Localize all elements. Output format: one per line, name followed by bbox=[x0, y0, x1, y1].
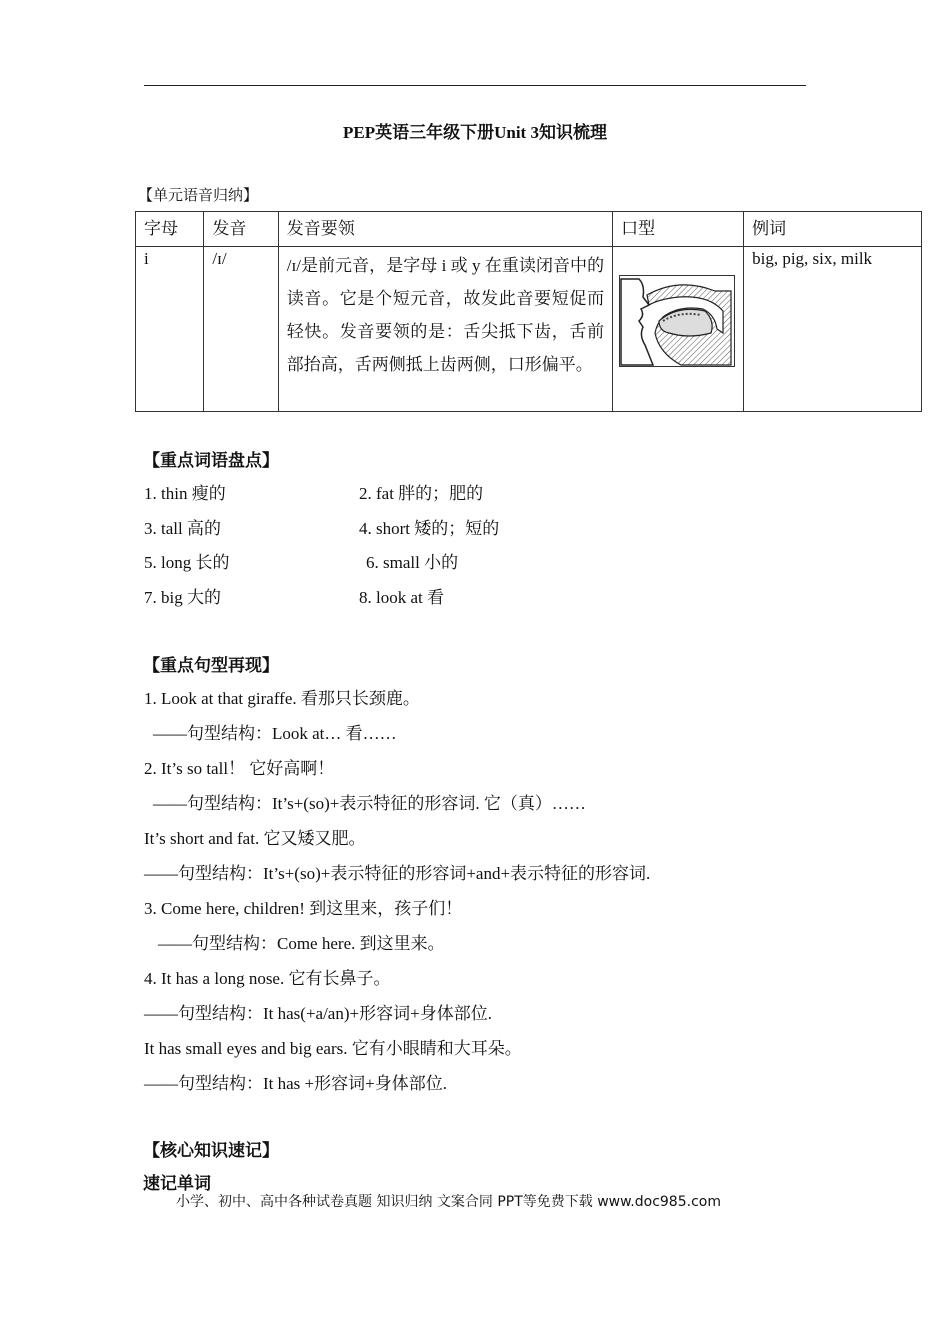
vocab-item: 6. small 小的 bbox=[366, 553, 459, 572]
sentence-line: 2. It’s so tall！ 它好高啊！ bbox=[144, 759, 335, 778]
header-examples: 例词 bbox=[744, 212, 922, 247]
vocab-item: 7. big 大的 bbox=[144, 588, 221, 607]
phonics-section-label: 【单元语音归纳】 bbox=[138, 188, 259, 204]
sentence-line: ——句型结构：It has +形容词+身体部位. bbox=[144, 1074, 447, 1093]
top-rule bbox=[144, 85, 806, 86]
sentence-line: ——句型结构：It’s+(so)+表示特征的形容词. 它（真）…… bbox=[153, 794, 586, 813]
sentence-line: It’s short and fat. 它又矮又肥。 bbox=[144, 829, 366, 848]
vocab-item: 2. fat 胖的；肥的 bbox=[359, 484, 484, 503]
vocab-item: 3. tall 高的 bbox=[144, 519, 221, 538]
sentence-line: 3. Come here, children! 到这里来，孩子们！ bbox=[144, 899, 463, 918]
sentence-line: ——句型结构：Come here. 到这里来。 bbox=[158, 934, 445, 953]
cell-sound: /ɪ/ bbox=[204, 247, 278, 412]
core-subheading: 速记单词 bbox=[143, 1174, 211, 1193]
core-heading: 【核心知识速记】 bbox=[143, 1141, 279, 1160]
footer-text: 小学、初中、高中各种试卷真题 知识归纳 文案合同 PPT等免费下载 www.doc985.com bbox=[176, 1194, 721, 1210]
vocab-item: 8. look at 看 bbox=[359, 588, 444, 607]
phonics-table bbox=[135, 211, 922, 412]
cell-letter: i bbox=[136, 247, 204, 412]
vocab-item: 5. long 长的 bbox=[144, 553, 230, 572]
vocab-item: 1. thin 瘦的 bbox=[144, 484, 226, 503]
page-title: PEP英语三年级下册Unit 3知识梳理 bbox=[343, 123, 607, 142]
mouth-diagram-icon bbox=[619, 275, 735, 367]
cell-mouth bbox=[613, 247, 744, 412]
sentences-heading: 【重点句型再现】 bbox=[143, 656, 279, 675]
sentence-line: It has small eyes and big ears. 它有小眼睛和大耳朵。 bbox=[144, 1039, 522, 1058]
vocab-heading: 【重点词语盘点】 bbox=[143, 451, 279, 470]
cell-examples: big, pig, six, milk bbox=[744, 247, 922, 412]
header-mouth: 口型 bbox=[613, 212, 744, 247]
sentence-line: 1. Look at that giraffe. 看那只长颈鹿。 bbox=[144, 689, 420, 708]
sentence-line: ——句型结构：Look at… 看…… bbox=[153, 724, 397, 743]
vocab-item: 4. short 矮的；短的 bbox=[359, 519, 500, 538]
header-letter: 字母 bbox=[136, 212, 204, 247]
sentence-line: 4. It has a long nose. 它有长鼻子。 bbox=[144, 969, 391, 988]
sentence-line: ——句型结构：It has(+a/an)+形容词+身体部位. bbox=[144, 1004, 492, 1023]
sentence-line: ——句型结构：It’s+(so)+表示特征的形容词+and+表示特征的形容词. bbox=[144, 864, 651, 883]
header-sound: 发音 bbox=[204, 212, 278, 247]
cell-tip: /ɪ/是前元音，是字母 i 或 y 在重读闭音中的读音。它是个短元音，故发此音要短促而轻快。发音要领的是：舌尖抵下齿，舌前部抬高，舌两侧抵上齿两侧，口形偏平。 bbox=[278, 247, 612, 412]
header-tip: 发音要领 bbox=[278, 212, 612, 247]
